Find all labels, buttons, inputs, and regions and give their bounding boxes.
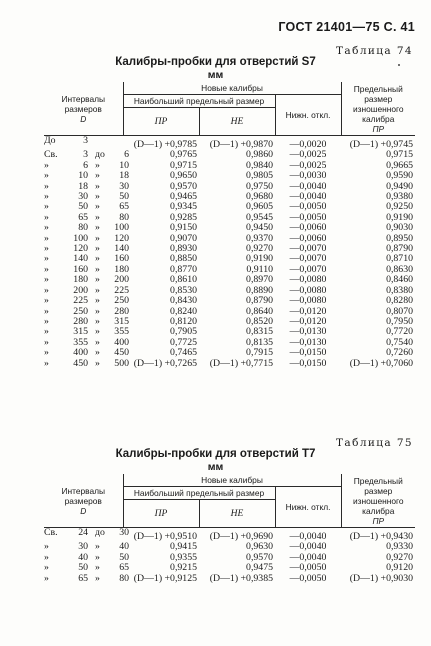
interval-cell [44,357,129,369]
interval-prefix: » [44,201,49,213]
table-75-number: Таблица 75 [336,437,413,449]
pr-value: 0,9715 [170,159,197,171]
interval-to: 40 [119,541,129,553]
interval-prefix: » [44,232,49,244]
worn-limit-header: Предельный размер изношенного калибра ПР [341,82,415,136]
interval-sep: » [95,211,100,223]
pr-value: (D—1) +0,9125 [133,572,197,584]
worn-pr-value: 0,9490 [386,180,414,192]
interval-to: 65 [119,562,129,574]
interval-prefix: » [44,170,49,182]
interval-from: 200 [73,284,88,296]
ne-value: (D—1) +0,9385 [209,572,273,584]
worn-pr-value: 0,8630 [386,263,414,275]
interval-prefix: » [44,159,49,171]
lower-deviation-value: —0,0070 [289,243,327,255]
interval-to: 80 [119,572,129,584]
lower-deviation-value: —0,0025 [289,159,327,171]
lower-deviation-value: —0,0040 [289,551,327,563]
lower-deviation-value: —0,0050 [289,572,327,584]
pr-value: 0,8530 [170,284,197,296]
lower-deviation-value: —0,0150 [289,357,327,369]
ne-value: 0,7915 [246,347,273,359]
interval-sep: » [95,180,100,192]
intervals-header: Интервалы размеров D [44,474,123,528]
lower-deviation-value: —0,0150 [289,347,327,359]
interval-prefix: До [44,135,56,146]
lower-deviation-value: —0,0040 [289,541,327,553]
pr-value: 0,7465 [170,347,197,359]
interval-prefix: » [44,305,49,317]
table-74 [44,82,415,369]
intervals-header: Интервалы размеров D [44,82,123,136]
worn-limit-header: Предельный размер изношенного калибра ПР [341,474,415,528]
ne-value: 0,9190 [246,253,273,265]
interval-to: 6 [124,149,129,161]
interval-prefix: » [44,541,49,553]
interval-prefix: » [44,274,49,286]
table-row [44,348,415,358]
interval-from: 160 [73,263,88,275]
interval-from: 50 [78,201,88,213]
interval-sep: » [95,253,100,265]
lower-deviation-value: —0,0080 [289,284,327,296]
max-limit-header: Наибольший предельный размер [123,95,275,108]
worn-pr-value: 0,9380 [386,191,414,203]
pr-value: 0,9150 [170,222,197,234]
lower-deviation-value: —0,0020 [289,139,327,150]
interval-prefix: » [44,326,49,338]
table-74-number: Таблица 74 [336,45,413,57]
worn-pr-value: 0,9715 [386,149,414,161]
lower-deviation-value: —0,0060 [289,232,327,244]
table-74-title: Калибры-пробки для отверстий S7 [115,56,316,68]
ne-value: 0,9750 [246,180,273,192]
interval-to: 160 [114,253,129,265]
table-row [44,296,415,306]
max-limit-header: Наибольший предельный размер [123,487,275,500]
ne-value: (D—1) +0,9870 [209,139,273,150]
interval-from: 50 [78,562,88,574]
interval-to: 30 [119,527,129,538]
table-row [44,528,415,543]
interval-prefix: » [44,284,49,296]
interval-from: 180 [73,274,88,286]
interval-prefix: Св. [44,527,58,538]
interval-sep: до [95,527,105,538]
interval-prefix: » [44,357,49,369]
ne-header: НЕ [199,108,275,136]
interval-sep: до [95,149,105,161]
interval-sep: » [95,305,100,317]
lower-deviation-value: —0,0070 [289,263,327,275]
interval-from: 40 [78,551,88,563]
worn-pr-value: (D—1) +0,9745 [349,139,414,150]
interval-to: 140 [114,243,129,255]
ne-value: 0,8315 [246,326,273,338]
lower-deviation-header: Нижн. откл. [275,487,341,528]
pr-value: 0,9215 [170,562,197,574]
worn-pr-value: (D—1) +0,9430 [349,531,414,542]
interval-sep: » [95,201,100,213]
interval-to: 200 [114,274,129,286]
interval-sep: » [95,263,100,275]
interval-from: 65 [78,211,88,223]
pr-value: 0,9070 [170,232,197,244]
interval-to: 315 [114,315,129,327]
lower-deviation-value: —0,0050 [289,562,327,574]
interval-from: 6 [83,159,88,171]
interval-to: 50 [119,191,129,203]
interval-prefix: » [44,336,49,348]
ne-value: 0,8970 [246,274,273,286]
new-gauges-header: Новые калибры [123,82,341,95]
ne-value: 0,9840 [246,159,273,171]
ne-value: 0,8520 [246,315,273,327]
pr-value: 0,8430 [170,295,197,307]
pr-value: 0,9765 [170,149,197,161]
ne-value: (D—1) +0,7715 [209,357,273,369]
table-74-title-block [0,56,431,82]
interval-from: 355 [73,336,88,348]
pr-value: 0,8240 [170,305,197,317]
interval-sep: » [95,170,100,182]
table-row [44,136,415,151]
interval-to: 450 [114,347,129,359]
worn-pr-value: 0,8280 [386,295,414,307]
pr-value: 0,9465 [170,191,197,203]
interval-prefix: » [44,263,49,275]
interval-prefix: Св. [44,149,58,161]
interval-from: 80 [78,222,88,234]
pr-value: 0,9650 [170,170,197,182]
pr-value: (D—1) +0,9510 [133,531,197,542]
lower-deviation-value: —0,0040 [289,180,327,192]
pr-value: (D—1) +0,9785 [133,139,197,150]
pr-value: 0,9415 [170,541,197,553]
lower-deviation-value: —0,0080 [289,295,327,307]
interval-from: 3 [83,135,88,146]
interval-sep: » [95,336,100,348]
interval-cell [44,572,129,584]
interval-from: 120 [73,243,88,255]
interval-cell [44,347,129,359]
interval-to: 180 [114,263,129,275]
pr-value: 0,9570 [170,180,197,192]
interval-prefix: » [44,315,49,327]
ne-value: 0,8790 [246,295,273,307]
worn-pr-value: 0,7260 [386,347,414,359]
interval-to: 400 [114,336,129,348]
table-75-title: Калибры-пробки для отверстий Т7 [115,448,316,460]
interval-sep: » [95,274,100,286]
pr-value: 0,8930 [170,243,197,255]
table-74-body [44,136,415,369]
worn-pr-value: 0,7950 [386,315,414,327]
interval-from: 18 [78,180,88,192]
interval-from: 315 [73,326,88,338]
interval-prefix: » [44,243,49,255]
lower-deviation-value: —0,0130 [289,326,327,338]
worn-pr-value: 0,8380 [386,284,414,296]
ne-value: 0,9805 [246,170,273,182]
worn-pr-value: 0,9590 [386,170,414,182]
ne-value: 0,9270 [246,243,273,255]
lower-deviation-value: —0,0070 [289,253,327,265]
table-75-body [44,528,415,585]
pr-value: 0,9345 [170,201,197,213]
ne-value: 0,8135 [246,336,273,348]
interval-prefix: » [44,347,49,359]
worn-pr-value: (D—1) +0,7060 [349,357,414,369]
worn-pr-value: 0,9030 [386,222,414,234]
interval-to: 30 [119,180,129,192]
worn-pr-value: 0,9250 [386,201,414,213]
lower-deviation-value: —0,0120 [289,315,327,327]
pr-value: 0,8770 [170,263,197,275]
table-75 [44,474,415,584]
pr-value: 0,8850 [170,253,197,265]
interval-from: 250 [73,305,88,317]
interval-sep: » [95,295,100,307]
interval-from: 24 [78,527,88,538]
interval-prefix: » [44,572,49,584]
interval-prefix: » [44,295,49,307]
interval-to: 225 [114,284,129,296]
interval-to: 120 [114,232,129,244]
interval-sep: » [95,562,100,574]
ne-value: 0,9570 [246,551,273,563]
worn-pr-value: 0,8460 [386,274,414,286]
interval-sep: » [95,551,100,563]
ne-value: 0,9475 [246,562,273,574]
lower-deviation-value: —0,0120 [289,305,327,317]
ne-value: 0,9630 [246,541,273,553]
lower-deviation-value: —0,0030 [289,170,327,182]
pr-value: 0,8610 [170,274,197,286]
pr-header: ПР [123,108,199,136]
interval-sep: » [95,232,100,244]
ne-value: 0,8890 [246,284,273,296]
table-row [44,574,415,584]
new-gauges-header: Новые калибры [123,474,341,487]
worn-pr-value: 0,9665 [386,159,414,171]
interval-from: 3 [83,149,88,161]
lower-deviation-value: —0,0040 [289,191,327,203]
interval-to: 100 [114,222,129,234]
table-row [44,359,415,369]
lower-deviation-header: Нижн. откл. [275,95,341,136]
pr-header: ПР [123,500,199,528]
interval-prefix: » [44,191,49,203]
pr-value: 0,9355 [170,551,197,563]
ne-header: НЕ [199,500,275,528]
lower-deviation-value: —0,0050 [289,211,327,223]
interval-to: 355 [114,326,129,338]
interval-from: 225 [73,295,88,307]
interval-to: 500 [114,357,129,369]
ne-value: 0,9605 [246,201,273,213]
ne-value: 0,9450 [246,222,273,234]
table-75-title-block [0,448,431,474]
worn-pr-value: 0,8790 [386,243,414,255]
worn-pr-value: 0,7540 [386,336,414,348]
worn-pr-value: 0,9270 [386,551,414,563]
ne-value: 0,8640 [246,305,273,317]
interval-prefix: » [44,562,49,574]
table-74-unit: мм [207,69,224,81]
ne-value: 0,9110 [246,263,273,275]
pr-value: 0,7725 [170,336,197,348]
ne-value: 0,9370 [246,232,273,244]
ne-value: 0,9680 [246,191,273,203]
lower-deviation-value: —0,0060 [289,222,327,234]
pr-value: (D—1) +0,7265 [133,357,197,369]
interval-from: 400 [73,347,88,359]
interval-to: 50 [119,551,129,563]
interval-cell [44,136,123,151]
worn-pr-value: 0,9120 [386,562,414,574]
worn-pr-value: 0,9190 [386,211,414,223]
interval-from: 10 [78,170,88,182]
interval-from: 280 [73,315,88,327]
ne-value: (D—1) +0,9690 [209,531,273,542]
lower-deviation-value: —0,0080 [289,274,327,286]
interval-cell [44,527,129,543]
interval-sep: » [95,541,100,553]
lower-deviation-value: —0,0130 [289,336,327,348]
interval-from: 450 [73,357,88,369]
pr-value: 0,7905 [170,326,197,338]
interval-sep: » [95,326,100,338]
interval-to: 18 [119,170,129,182]
pr-value: 0,8120 [170,315,197,327]
table-75-unit: мм [207,461,224,473]
worn-pr-value: 0,9330 [386,541,414,553]
interval-to: 10 [119,159,129,171]
interval-sep: » [95,315,100,327]
ne-value: 0,9545 [246,211,273,223]
interval-to: 250 [114,295,129,307]
interval-sep: » [95,191,100,203]
interval-sep: » [95,243,100,255]
interval-from: 100 [73,232,88,244]
lower-deviation-value: —0,0050 [289,201,327,213]
interval-prefix: » [44,253,49,265]
interval-sep: » [95,284,100,296]
worn-pr-value: 0,8950 [386,232,414,244]
interval-to: 65 [119,201,129,213]
interval-sep: » [95,222,100,234]
interval-from: 30 [78,541,88,553]
interval-to: 280 [114,305,129,317]
interval-from: 30 [78,191,88,203]
interval-prefix: » [44,222,49,234]
worn-pr-value: 0,7720 [386,326,414,338]
worn-pr-value: 0,8710 [386,253,414,265]
ne-value: 0,9860 [246,149,273,161]
interval-prefix: » [44,211,49,223]
worn-pr-value: (D—1) +0,9030 [349,572,414,584]
interval-sep: » [95,159,100,171]
worn-pr-value: 0,8070 [386,305,414,317]
page-header: ГОСТ 21401—75 С. 41 [278,20,415,34]
interval-cell [44,295,129,307]
interval-from: 140 [73,253,88,265]
pr-value: 0,9285 [170,211,197,223]
interval-prefix: » [44,180,49,192]
interval-prefix: » [44,551,49,563]
interval-from: 65 [78,572,88,584]
interval-sep: » [95,357,100,369]
interval-sep: » [95,347,100,359]
interval-to: 80 [119,211,129,223]
lower-deviation-value: —0,0025 [289,149,327,161]
interval-sep: » [95,572,100,584]
lower-deviation-value: —0,0040 [289,531,327,542]
